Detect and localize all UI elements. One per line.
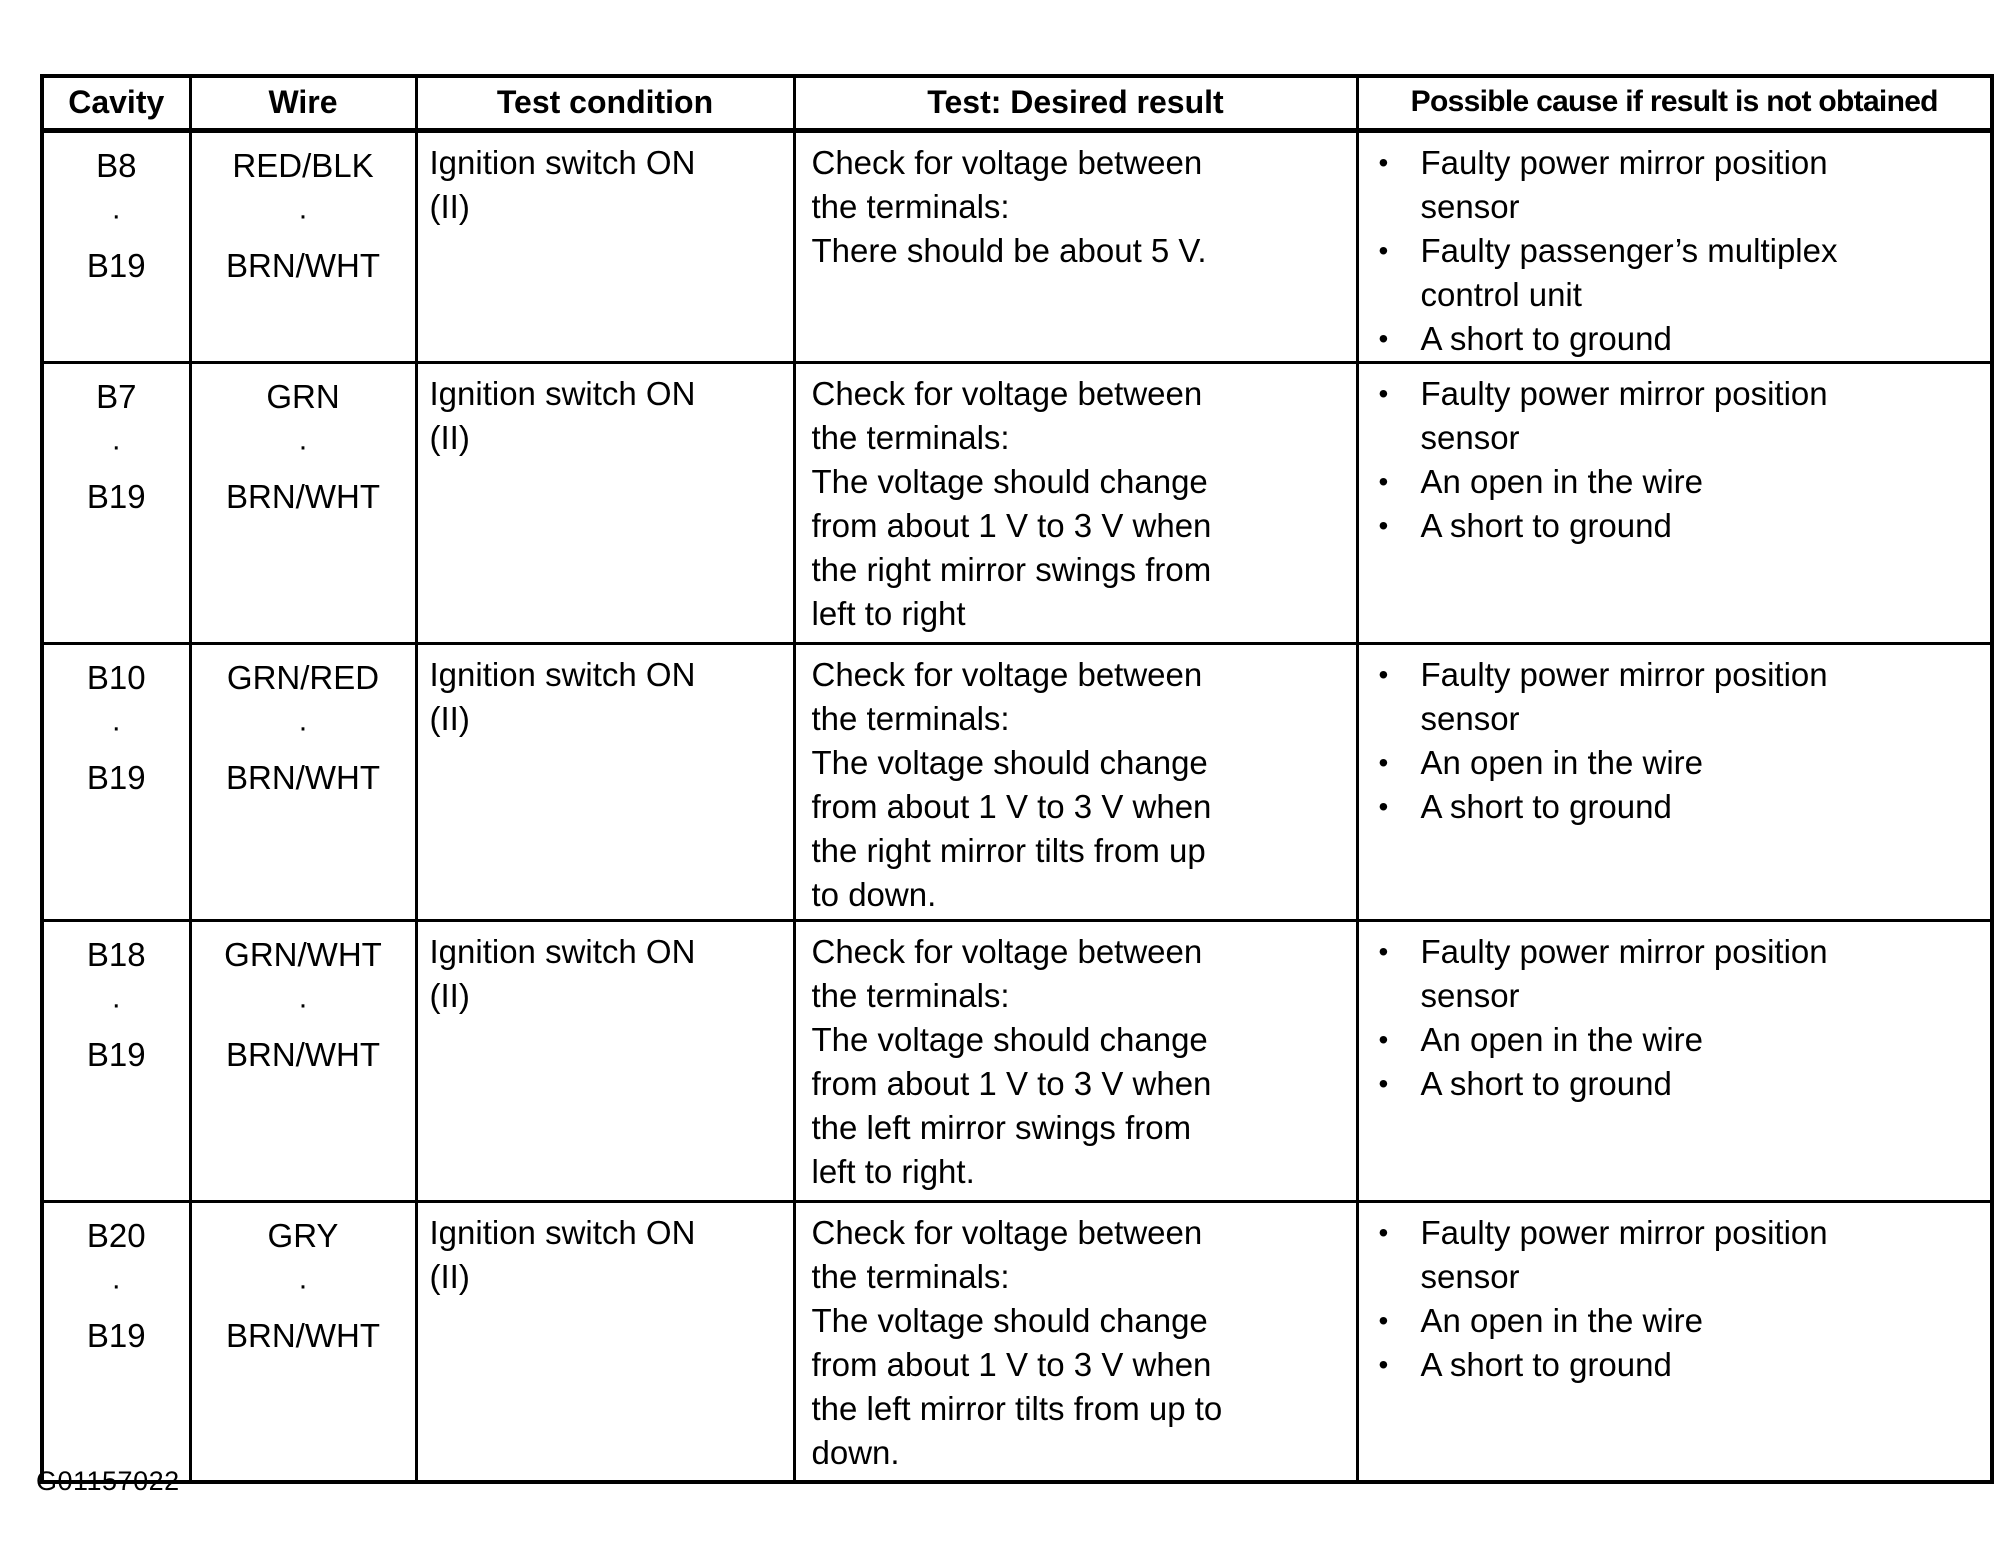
cause-item — [1379, 785, 1985, 829]
desired-result-cell — [794, 363, 1357, 644]
separator-dot-icon: · — [298, 711, 308, 744]
bullet-icon: • — [1378, 791, 1389, 822]
table-header-row — [42, 76, 1992, 131]
bullet-icon: • — [1378, 747, 1389, 778]
separator-dot-icon: · — [111, 430, 122, 463]
condition-line: Ignition switch ON — [429, 144, 696, 181]
result-line: Check for voltage between — [811, 1214, 1203, 1251]
wire-cell — [190, 1202, 416, 1482]
cause-text: A short to ground — [1420, 320, 1672, 357]
wire-bottom: BRN/WHT — [226, 478, 380, 515]
condition-line: Ignition switch ON — [429, 656, 696, 693]
cavity-top: B10 — [86, 659, 146, 696]
wire-cell — [190, 363, 416, 644]
cavity-bottom: B19 — [86, 759, 146, 796]
cause-text: An open in the wire — [1420, 1302, 1704, 1339]
result-line: The voltage should change — [811, 744, 1208, 781]
separator-dot-icon: · — [298, 1269, 308, 1302]
result-line: Check for voltage between — [811, 375, 1203, 412]
diagnostic-table-container — [40, 74, 1994, 1484]
table-row — [42, 921, 1992, 1202]
result-line: the left mirror tilts from up to — [811, 1390, 1223, 1427]
cause-item — [1379, 1018, 1985, 1062]
table-row — [42, 1202, 1992, 1482]
cause-text: Faulty power mirror position sensor — [1420, 656, 1828, 737]
cause-item — [1379, 1343, 1985, 1387]
result-line: There should be about 5 V. — [811, 232, 1207, 269]
cause-text: Faulty power mirror position sensor — [1420, 933, 1828, 1014]
condition-line: (II) — [429, 1258, 470, 1295]
result-line: the terminals: — [811, 1258, 1010, 1295]
result-line: the right mirror tilts from up — [811, 832, 1206, 869]
result-line: the left mirror swings from — [811, 1109, 1192, 1146]
wire-top: GRN/RED — [226, 659, 380, 696]
wire-bottom: BRN/WHT — [226, 1036, 380, 1073]
wire-top: RED/BLK — [232, 147, 374, 184]
cause-text: A short to ground — [1420, 1065, 1672, 1102]
cause-text: Faulty power mirror position sensor — [1420, 375, 1828, 456]
wire-cell — [190, 131, 416, 363]
result-line: the terminals: — [811, 977, 1010, 1014]
desired-result-cell — [794, 644, 1357, 921]
bullet-icon: • — [1378, 936, 1389, 967]
cause-text: A short to ground — [1420, 507, 1672, 544]
result-line: from about 1 V to 3 V when — [811, 1065, 1212, 1102]
wire-bottom: BRN/WHT — [226, 1317, 380, 1354]
cause-item — [1379, 460, 1985, 504]
desired-result-cell — [794, 921, 1357, 1202]
separator-dot-icon: · — [111, 1269, 122, 1302]
wire-top: GRY — [267, 1217, 339, 1254]
diagnostic-table — [40, 74, 1994, 1484]
cavity-top: B18 — [86, 936, 146, 973]
desired-result-cell — [794, 131, 1357, 363]
bullet-icon: • — [1378, 1068, 1389, 1099]
cause-item — [1379, 504, 1985, 548]
cavity-cell — [42, 921, 190, 1202]
bullet-icon: • — [1378, 510, 1389, 541]
header-desired-result: Test: Desired result — [794, 76, 1357, 131]
wire-top: GRN/WHT — [224, 936, 382, 973]
bullet-icon: • — [1378, 659, 1389, 690]
cause-text: Faulty passenger’s multiplex control unit — [1420, 232, 1838, 313]
separator-dot-icon: · — [111, 199, 122, 232]
separator-dot-icon: · — [111, 988, 122, 1021]
cause-text: An open in the wire — [1420, 744, 1704, 781]
result-line: the terminals: — [811, 419, 1010, 456]
bullet-icon: • — [1378, 1217, 1389, 1248]
test-condition-cell — [416, 644, 794, 921]
header-wire: Wire — [190, 76, 416, 131]
test-condition-cell — [416, 363, 794, 644]
table-row — [42, 131, 1992, 363]
cause-item — [1379, 1062, 1985, 1106]
test-condition-cell — [416, 921, 794, 1202]
result-line: to down. — [811, 876, 937, 913]
cavity-bottom: B19 — [86, 1036, 146, 1073]
bullet-icon: • — [1378, 235, 1389, 266]
result-line: left to right. — [811, 1153, 975, 1190]
test-condition-cell — [416, 1202, 794, 1482]
possible-cause-cell — [1357, 921, 1992, 1202]
result-line: the terminals: — [811, 188, 1010, 225]
condition-line: Ignition switch ON — [429, 1214, 696, 1251]
cavity-cell — [42, 1202, 190, 1482]
wire-top: GRN — [266, 378, 340, 415]
result-line: The voltage should change — [811, 463, 1208, 500]
separator-dot-icon: · — [298, 199, 308, 232]
cause-item — [1379, 741, 1985, 785]
table-row — [42, 363, 1992, 644]
result-line: The voltage should change — [811, 1302, 1208, 1339]
result-line: from about 1 V to 3 V when — [811, 788, 1212, 825]
wire-bottom: BRN/WHT — [226, 247, 380, 284]
cavity-cell — [42, 131, 190, 363]
header-test-condition: Test condition — [416, 76, 794, 131]
result-line: Check for voltage between — [811, 656, 1203, 693]
bullet-icon: • — [1378, 147, 1389, 178]
separator-dot-icon: · — [111, 711, 122, 744]
cavity-top: B8 — [96, 147, 137, 184]
header-cavity: Cavity — [42, 76, 190, 131]
bullet-icon: • — [1378, 1024, 1389, 1055]
bullet-icon: • — [1378, 323, 1389, 354]
cause-text: A short to ground — [1420, 788, 1672, 825]
result-line: Check for voltage between — [811, 144, 1203, 181]
cause-text: A short to ground — [1420, 1346, 1672, 1383]
possible-cause-cell — [1357, 131, 1992, 363]
condition-line: Ignition switch ON — [429, 933, 696, 970]
wire-bottom: BRN/WHT — [226, 759, 380, 796]
cavity-bottom: B19 — [86, 1317, 146, 1354]
cavity-cell — [42, 644, 190, 921]
cause-item — [1379, 372, 1985, 460]
wire-cell — [190, 644, 416, 921]
cause-item — [1379, 229, 1985, 317]
cavity-top: B20 — [86, 1217, 146, 1254]
figure-code: G01157022 — [36, 1466, 180, 1496]
bullet-icon: • — [1378, 1305, 1389, 1336]
result-line: down. — [811, 1434, 900, 1471]
separator-dot-icon: · — [298, 430, 308, 463]
result-line: Check for voltage between — [811, 933, 1203, 970]
bullet-icon: • — [1378, 378, 1389, 409]
condition-line: Ignition switch ON — [429, 375, 696, 412]
bullet-icon: • — [1378, 466, 1389, 497]
result-line: The voltage should change — [811, 1021, 1208, 1058]
possible-cause-cell — [1357, 1202, 1992, 1482]
cause-item — [1379, 317, 1985, 361]
wire-cell — [190, 921, 416, 1202]
desired-result-cell — [794, 1202, 1357, 1482]
result-line: the right mirror swings from — [811, 551, 1212, 588]
cavity-bottom: B19 — [86, 247, 146, 284]
condition-line: (II) — [429, 977, 470, 1014]
separator-dot-icon: · — [298, 988, 308, 1021]
header-possible-cause: Possible cause if result is not obtained — [1357, 76, 1992, 131]
condition-line: (II) — [429, 188, 470, 225]
cavity-top: B7 — [96, 378, 137, 415]
result-line: from about 1 V to 3 V when — [811, 1346, 1212, 1383]
result-line: from about 1 V to 3 V when — [811, 507, 1212, 544]
condition-line: (II) — [429, 419, 470, 456]
possible-cause-cell — [1357, 363, 1992, 644]
cause-text: Faulty power mirror position sensor — [1420, 1214, 1828, 1295]
cause-item — [1379, 141, 1985, 229]
cause-item — [1379, 930, 1985, 1018]
bullet-icon: • — [1378, 1349, 1389, 1380]
cavity-bottom: B19 — [86, 478, 146, 515]
result-line: the terminals: — [811, 700, 1010, 737]
cause-item — [1379, 1299, 1985, 1343]
cause-text: An open in the wire — [1420, 463, 1704, 500]
possible-cause-cell — [1357, 644, 1992, 921]
cavity-cell — [42, 363, 190, 644]
cause-text: Faulty power mirror position sensor — [1420, 144, 1828, 225]
cause-text: An open in the wire — [1420, 1021, 1704, 1058]
cause-item — [1379, 653, 1985, 741]
result-line: left to right — [811, 595, 966, 632]
cause-item — [1379, 1211, 1985, 1299]
table-row — [42, 644, 1992, 921]
condition-line: (II) — [429, 700, 470, 737]
test-condition-cell — [416, 131, 794, 363]
